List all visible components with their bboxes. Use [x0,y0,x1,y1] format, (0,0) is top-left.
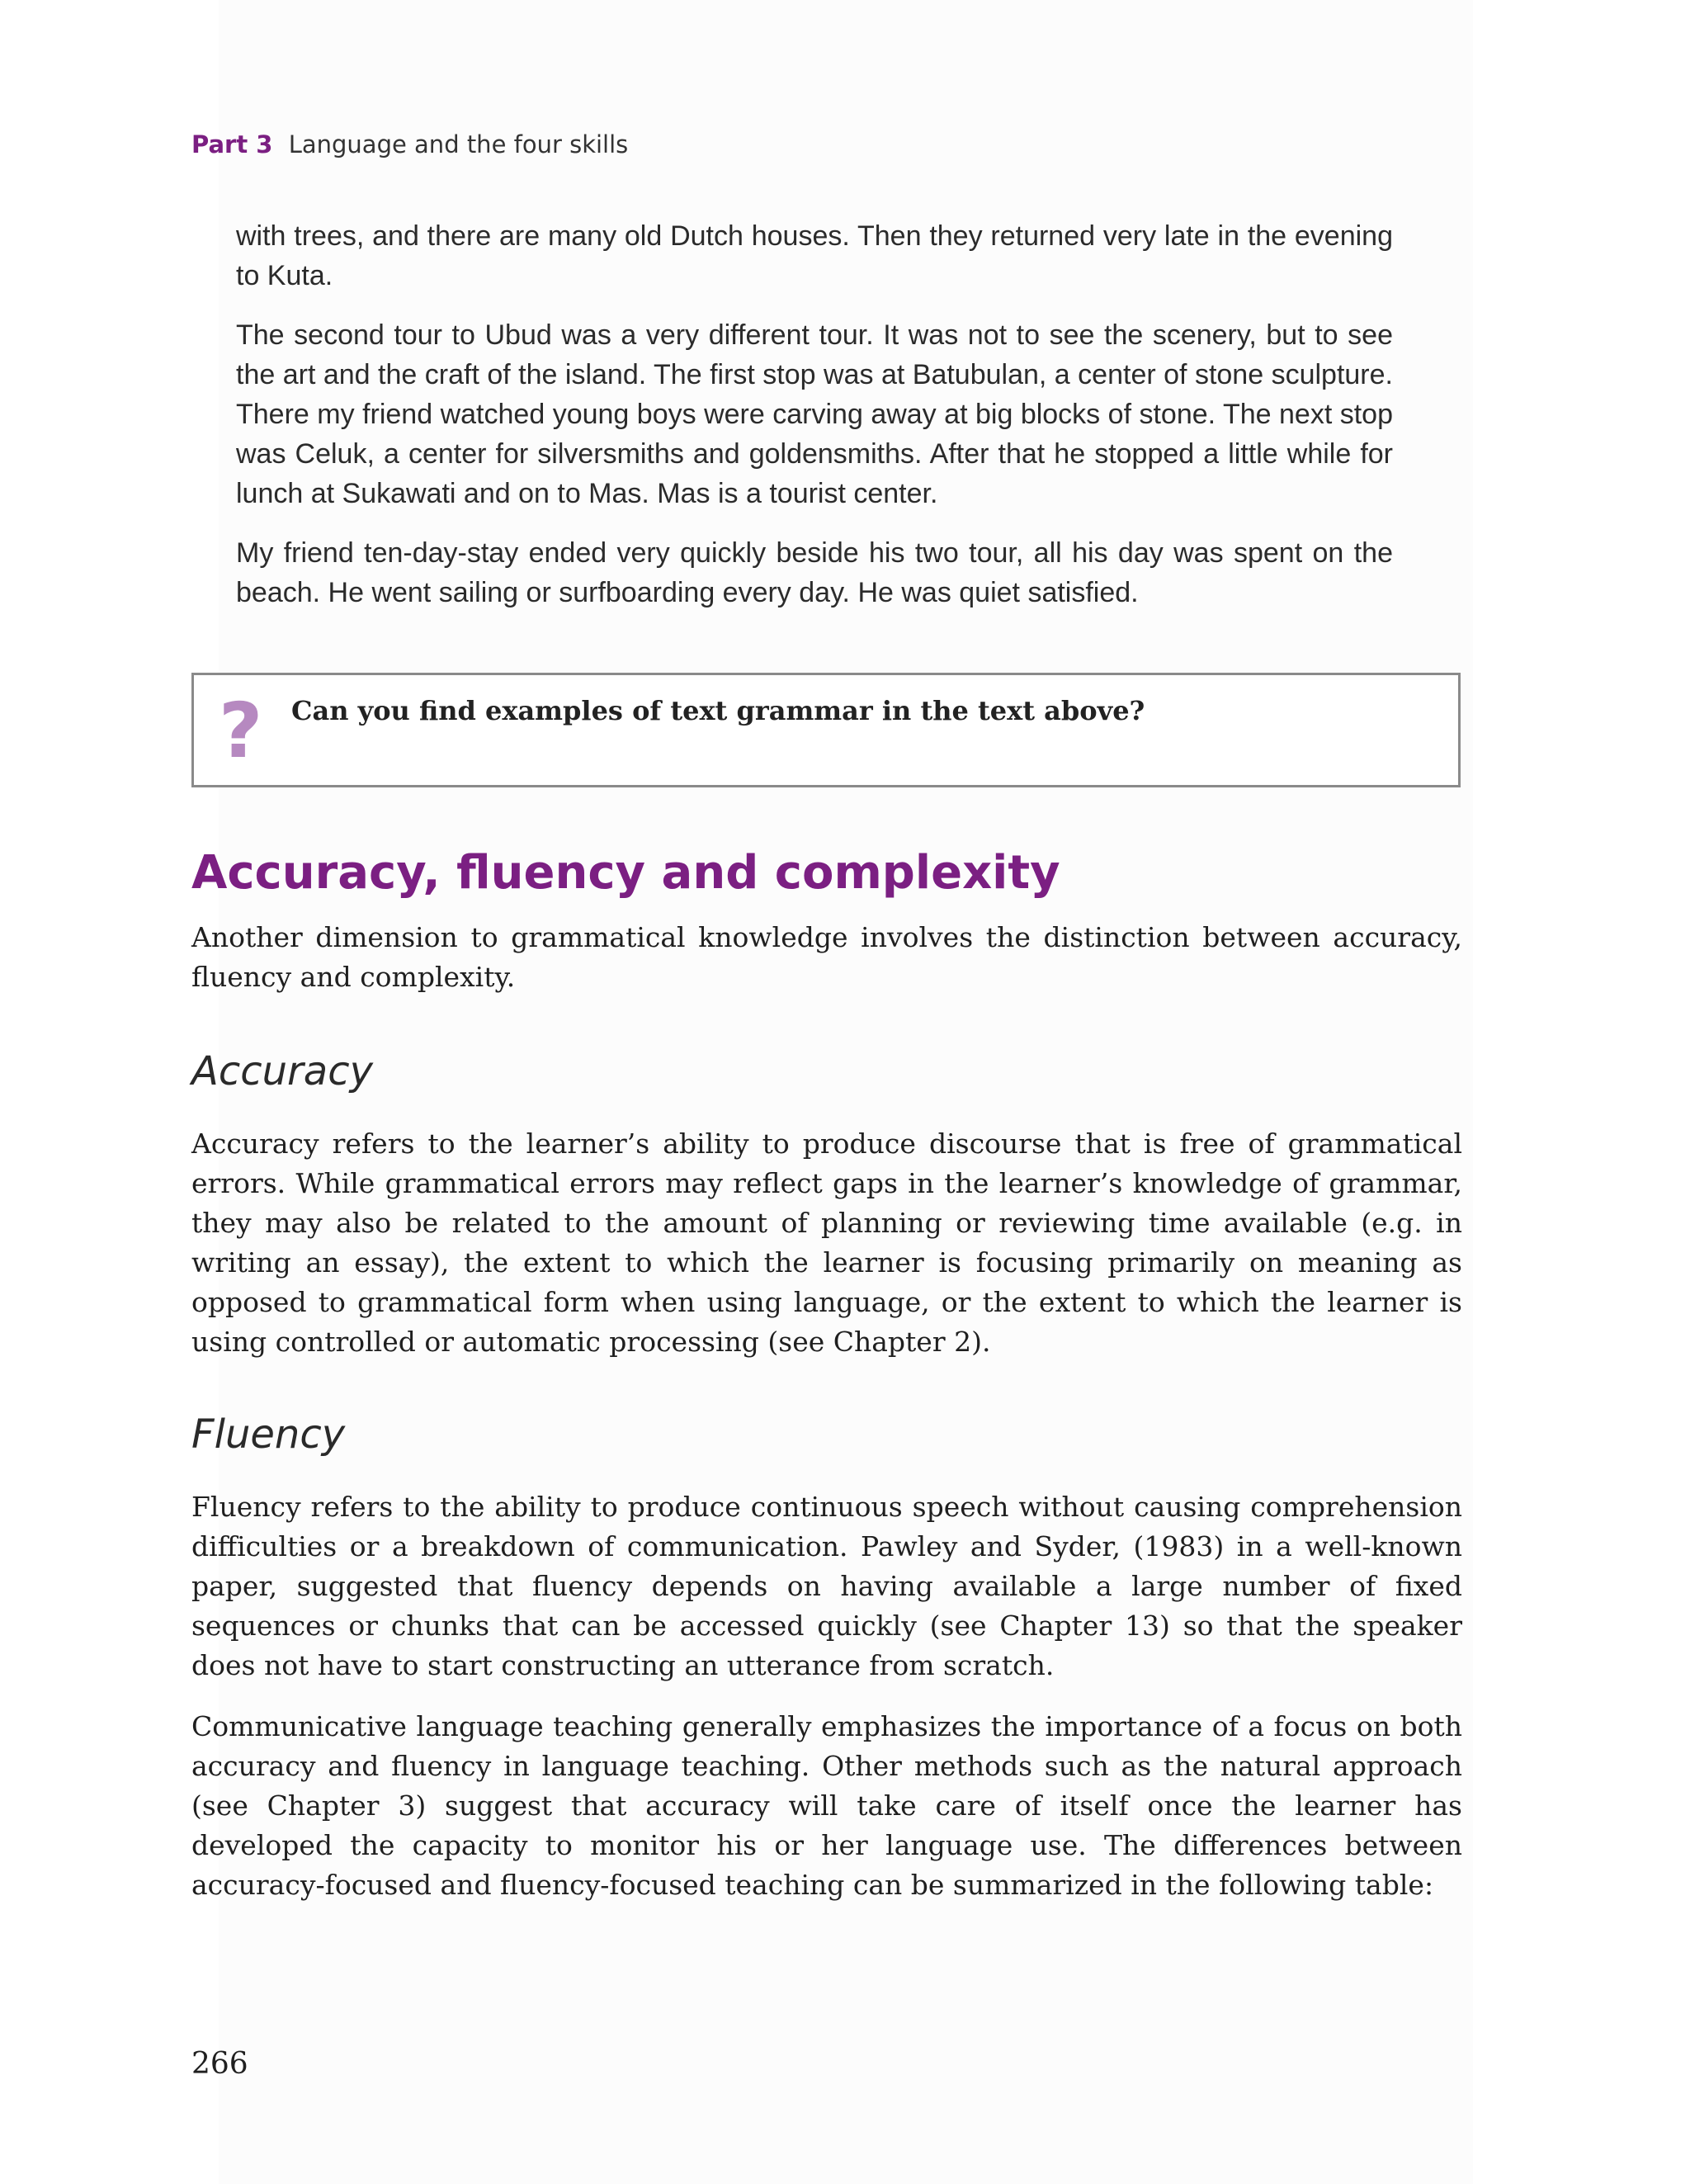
question-box [191,673,1461,787]
excerpt-paragraph: My friend ten-day-stay ended very quickly beside his two tour, all his day was spent on the beach. He went sailing or surfboarding every day. He was quiet satisfied. [236,537,1393,608]
page-number: 266 [191,2047,248,2081]
excerpt-text [236,216,1393,632]
fluency-heading: Fluency [191,1411,346,1458]
question-mark-icon: ? [219,687,263,775]
section-intro: Another dimension to grammatical knowledge involves the distinction between accuracy, fluency and complexity. [191,921,1462,993]
accuracy-paragraph: Accuracy refers to the learner’s ability to produce discourse that is free of grammatical errors. While grammatical errors may reflect gaps in the learner’s knowledge of grammar, they may also be related to the amount of planning or reviewing time available (e.g. in writing an essay), the extent to which the learner is focusing primarily on meaning as opposed to grammatical form when using language, or the extent to which the learner is using controlled or automatic processing (see Chapter 2). [191,1127,1462,1358]
running-head [191,130,628,158]
section-title: Accuracy, fluency and complexity [191,846,1060,900]
fluency-paragraph-1: Fluency refers to the ability to produce continuous speech without causing comprehension difficulties or a breakdown of communication. Pawley and Syder, (1983) in a well-known paper, suggested that fluency depends on having available a large number of fixed sequences or chunks that can be accessed quickly (see Chapter 13) so that the speaker does not have to start constructing an utterance from scratch. [191,1491,1462,1681]
accuracy-heading: Accuracy [191,1048,373,1094]
running-head-part: Part 3 [191,130,273,158]
running-head-title: Language and the four skills [288,130,629,158]
question-text: Can you find examples of text grammar in the text above? [291,695,1145,726]
excerpt-paragraph: with trees, and there are many old Dutch houses. Then they returned very late in the evening to Kuta. [236,220,1393,291]
fluency-paragraph-2: Communicative language teaching generally emphasizes the importance of a focus on both accuracy and fluency in language teaching. Other methods such as the natural approach (see Chapter 3) suggest that accuracy will take care of itself once the learner has developed the capacity to monitor his or her language use. The differences between accuracy-focused and fluency-focused teaching can be summarized in the following table: [191,1710,1462,1901]
excerpt-paragraph: The second tour to Ubud was a very different tour. It was not to see the scenery, but to see the art and the craft of the island. The first stop was at Batubulan, a center of stone sculpture. There my friend watched young boys were carving away at big blocks of stone. The next stop was Celuk, a center for silversmiths and goldensmiths. After that he stopped a little while for lunch at Sukawati and on to Mas. Mas is a tourist center. [236,319,1393,509]
